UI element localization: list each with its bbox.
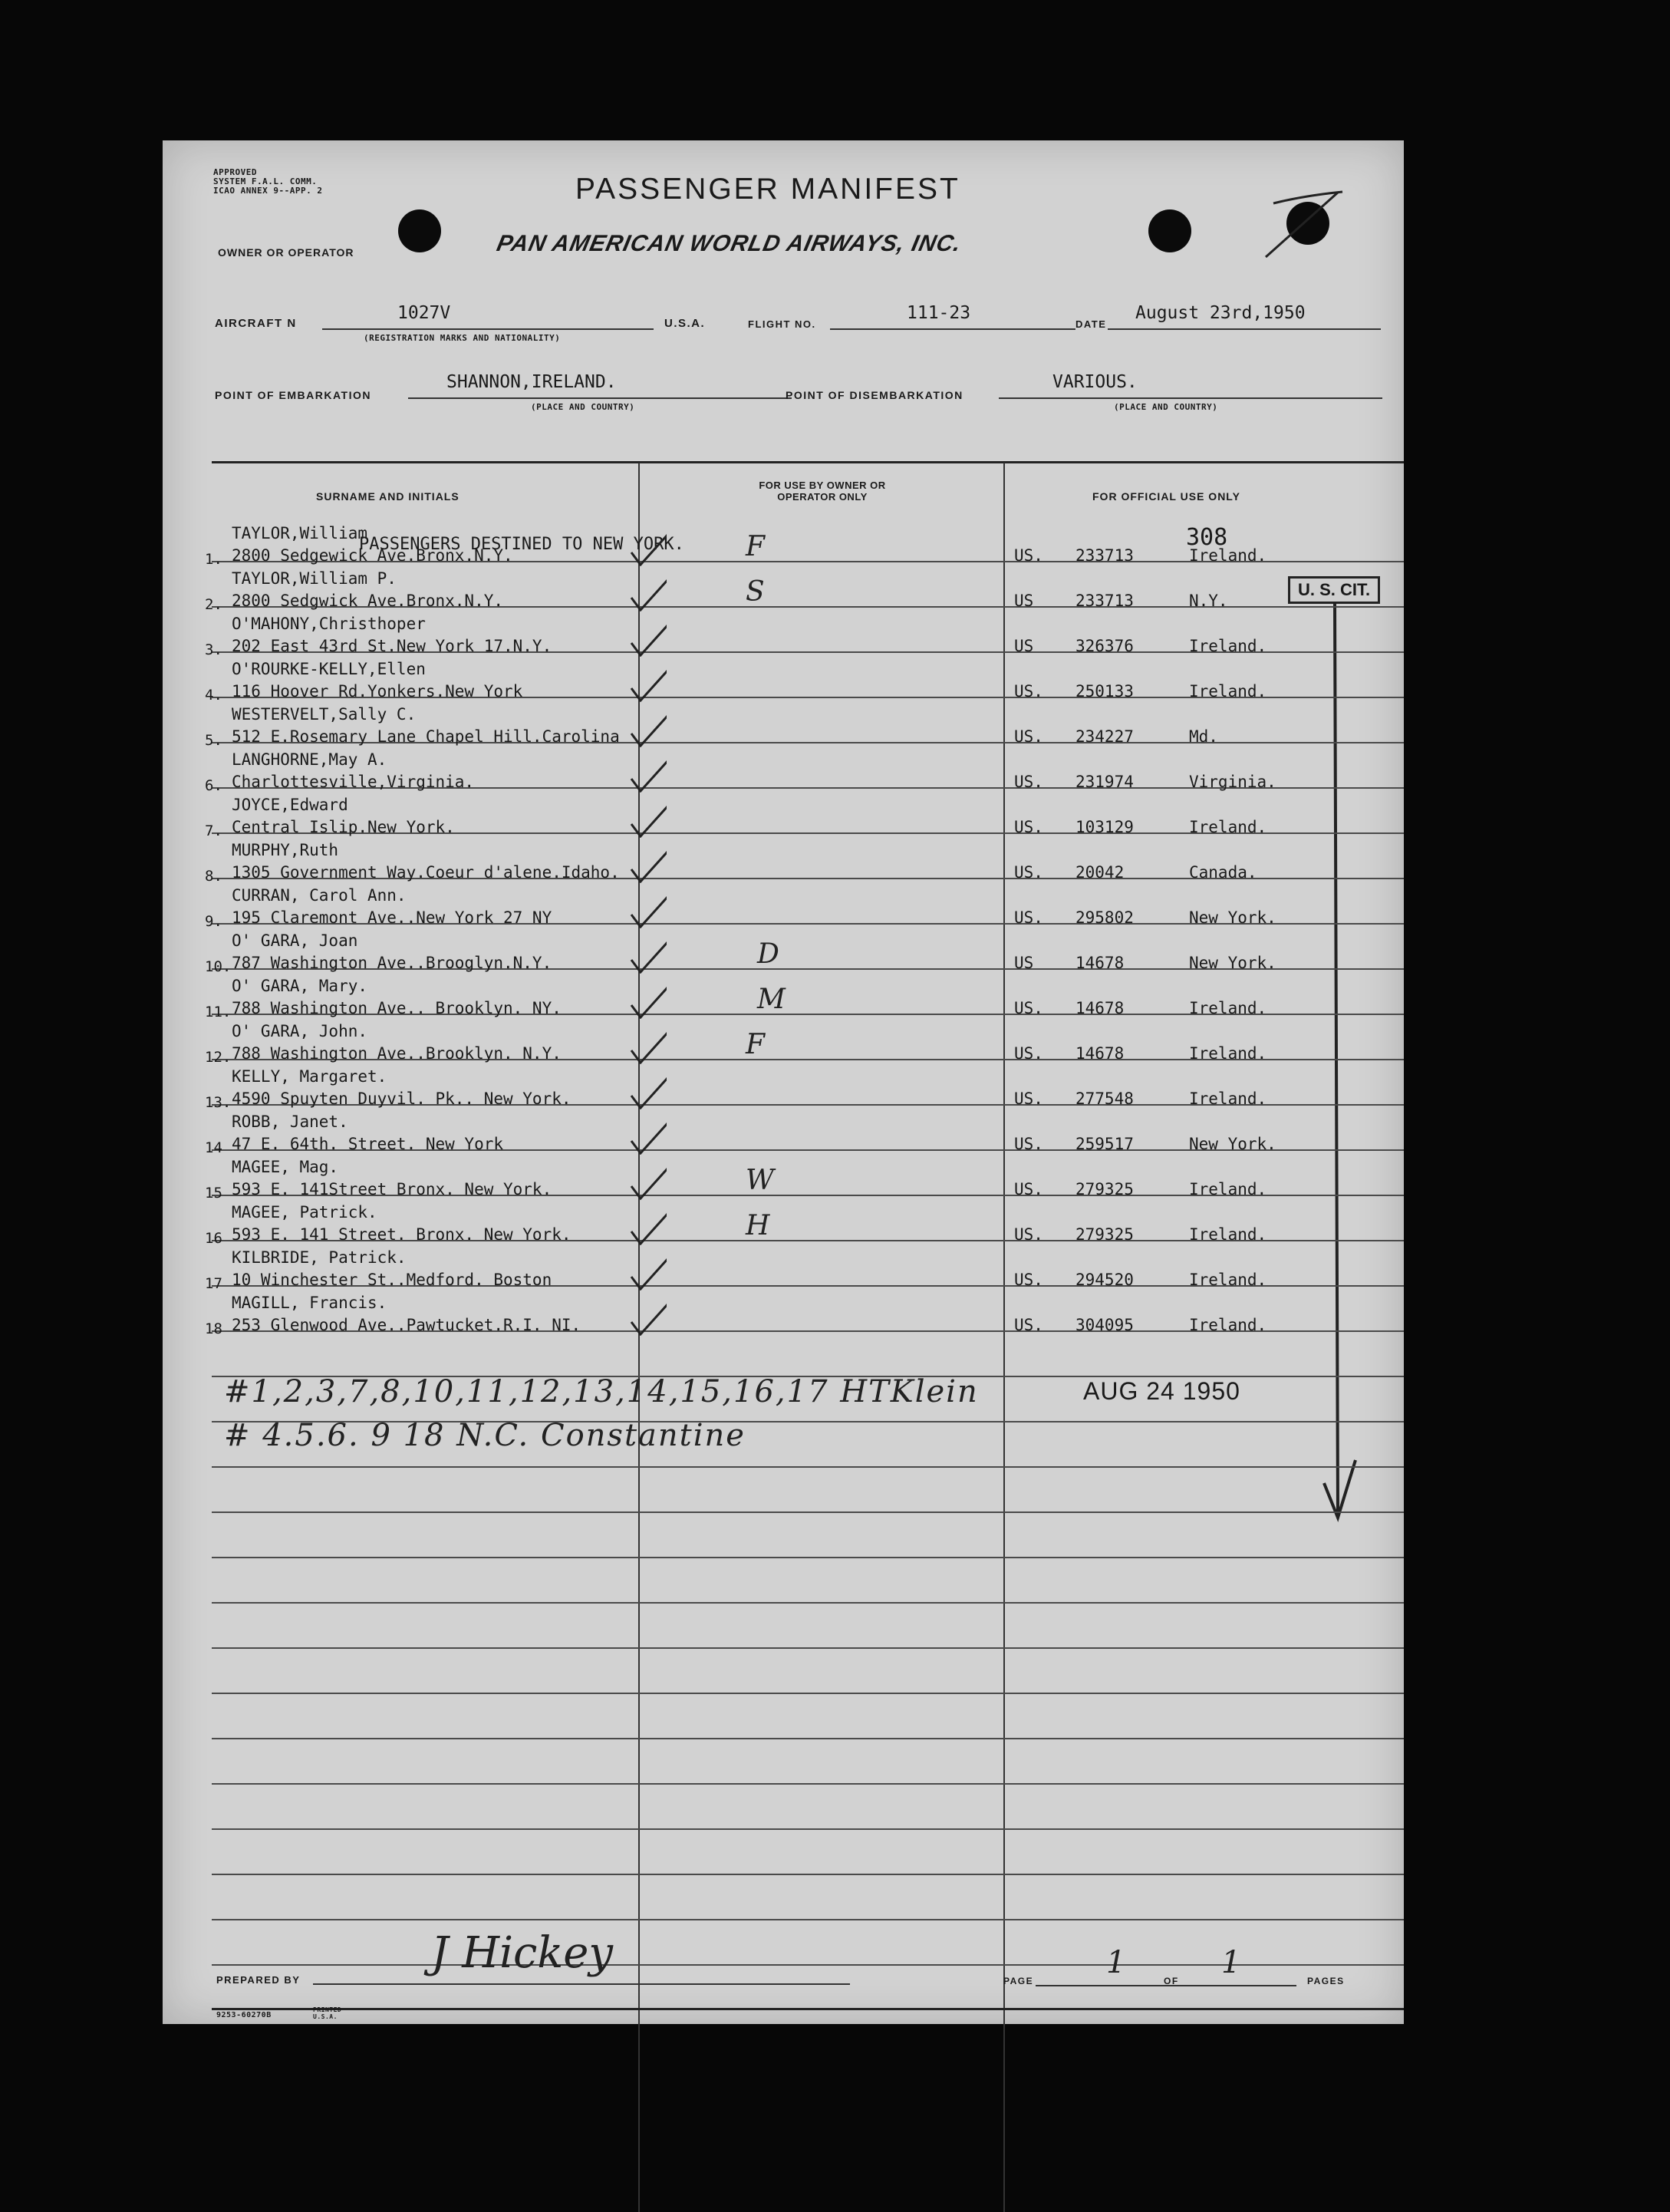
row-rule (212, 1874, 1404, 1875)
printed-label: PRINTED U.S.A. (313, 2006, 342, 2020)
approval-line: APPROVED (213, 167, 257, 177)
passenger-name: O'MAHONY,Christhoper (232, 615, 426, 633)
disembark-label: POINT OF DISEMBARKATION (786, 389, 963, 401)
passenger-name: MAGEE, Mag. (232, 1158, 339, 1176)
page-value: 1 (1106, 1945, 1126, 1980)
table-row (163, 1293, 1404, 1338)
table-row (163, 840, 1404, 885)
passport-prefix: US. (1014, 1225, 1043, 1244)
handwritten-note-1: #1,2,3,7,8,10,11,12,13,14,15,16,17 HTKlein (224, 1374, 979, 1409)
passport-number: 326376 (1075, 637, 1134, 655)
handwritten-mark: D (757, 938, 779, 970)
table-row (163, 795, 1404, 840)
passport-prefix: US. (1014, 1271, 1043, 1289)
passenger-country: Ireland. (1189, 999, 1267, 1017)
handwritten-mark: H (746, 1210, 770, 1241)
table-row (163, 704, 1404, 750)
passenger-number: 1. (205, 551, 222, 568)
passenger-name: JOYCE,Edward (232, 796, 348, 814)
passenger-address: 787 Washington Ave..Brooglyn.N.Y. (232, 954, 552, 972)
passport-number: 233713 (1075, 592, 1134, 610)
row-rule (212, 1511, 1404, 1513)
passenger-number: 10. (205, 958, 232, 975)
passenger-name: MAGEE, Patrick. (232, 1203, 377, 1221)
passport-prefix: US. (1014, 1135, 1043, 1153)
passenger-name: TAYLOR,William (232, 524, 368, 542)
passenger-address: 1305 Government Way.Coeur d'alene.Idaho. (232, 863, 620, 882)
handwritten-mark: F (746, 531, 765, 562)
check-mark-icon (627, 620, 667, 657)
passport-number: 14678 (1075, 1044, 1125, 1063)
check-mark-icon (627, 665, 667, 702)
passport-number: 233713 (1075, 546, 1134, 565)
handwritten-mark: M (757, 984, 786, 1015)
passenger-country: Ireland. (1189, 546, 1267, 565)
passenger-address: 4590 Spuyten Duyvil. Pk.. New York. (232, 1090, 571, 1108)
passenger-address: 195 Claremont Ave..New York 27 NY (232, 908, 552, 927)
passenger-address: Charlottesville,Virginia. (232, 773, 475, 791)
passport-number: 14678 (1075, 999, 1125, 1017)
passport-number: 259517 (1075, 1135, 1134, 1153)
date-label: DATE (1075, 318, 1107, 330)
prepared-signature: J Hickey (431, 1928, 614, 1978)
passport-number: 250133 (1075, 682, 1134, 701)
handwritten-mark: S (746, 576, 765, 608)
passenger-country: New York. (1189, 1135, 1276, 1153)
passenger-number: 12. (205, 1049, 232, 1066)
passport-prefix: US. (1014, 1316, 1043, 1334)
passport-prefix: US. (1014, 863, 1043, 882)
check-mark-icon (627, 1208, 667, 1245)
check-mark-icon (627, 846, 667, 883)
passport-number: 231974 (1075, 773, 1134, 791)
pages-value: 1 (1221, 1945, 1241, 1980)
passport-prefix: US. (1014, 546, 1043, 565)
passenger-number: 7. (205, 822, 222, 839)
handwritten-mark: F (746, 1029, 765, 1060)
passenger-number: 15 (205, 1185, 222, 1202)
flight-value: 111-23 (907, 303, 971, 323)
passenger-name: ROBB, Janet. (232, 1113, 348, 1131)
passenger-address: 116 Hoover Rd.Yonkers.New York (232, 682, 523, 701)
check-mark-icon (627, 982, 667, 1019)
page-label: PAGE (1003, 1976, 1034, 1986)
handwritten-note-2: # 4.5.6. 9 18 N.C. Constantine (224, 1418, 746, 1453)
passport-prefix: US. (1014, 773, 1043, 791)
passenger-number: 3. (205, 641, 222, 658)
check-mark-icon (627, 1299, 667, 1336)
passenger-address: 10 Winchester St..Medford. Boston (232, 1271, 552, 1289)
passenger-address: 512 E.Rosemary Lane Chapel Hill.Carolina (232, 727, 620, 746)
passenger-name: KILBRIDE, Patrick. (232, 1248, 407, 1267)
passenger-country: New York. (1189, 954, 1276, 972)
passenger-number: 6. (205, 777, 222, 794)
page-title: PASSENGER MANIFEST (575, 173, 960, 206)
form-number: 9253-60270B (216, 2011, 272, 2019)
passport-number: 304095 (1075, 1316, 1134, 1334)
passport-number: 14678 (1075, 954, 1125, 972)
check-mark-icon (627, 756, 667, 793)
table-row (163, 885, 1404, 931)
passenger-address: 2800 Sedgwick Ave.Bronx.N.Y. (232, 592, 504, 610)
passenger-country: Ireland. (1189, 1090, 1267, 1108)
table-row (163, 750, 1404, 795)
row-rule (212, 1693, 1404, 1694)
passenger-name: LANGHORNE,May A. (232, 750, 387, 769)
passenger-country: Ireland. (1189, 818, 1267, 836)
passenger-country: Ireland. (1189, 637, 1267, 655)
passenger-country: New York. (1189, 908, 1276, 927)
passenger-number: 18 (205, 1320, 222, 1337)
aircraft-value: 1027V (397, 303, 451, 323)
row-rule (212, 1919, 1404, 1920)
passenger-address: 202 East 43rd St.New York 17.N.Y. (232, 637, 552, 655)
manifest-sheet (163, 140, 1404, 2024)
passenger-number: 9. (205, 913, 222, 930)
passenger-name: O'ROURKE-KELLY,Ellen (232, 660, 426, 678)
approval-line: SYSTEM F.A.L. COMM. (213, 176, 318, 186)
passenger-country: Canada. (1189, 863, 1257, 882)
passenger-number: 11. (205, 1004, 232, 1020)
check-mark-icon (627, 1118, 667, 1155)
date-stamp: AUG 24 1950 (1083, 1377, 1240, 1405)
embark-sublabel: (PLACE AND COUNTRY) (531, 402, 635, 412)
check-mark-icon (627, 1163, 667, 1200)
embark-value: SHANNON,IRELAND. (446, 372, 617, 392)
flight-label: FLIGHT NO. (748, 318, 816, 330)
row-rule (212, 1738, 1404, 1739)
passenger-number: 4. (205, 687, 222, 704)
pages-label: PAGES (1307, 1976, 1345, 1986)
passport-number: 103129 (1075, 818, 1134, 836)
column-owner-use: FOR USE BY OWNER OR OPERATOR ONLY (759, 480, 886, 503)
passenger-country: Ireland. (1189, 1225, 1267, 1244)
page-underline (1036, 1985, 1296, 1986)
usa-label: U.S.A. (664, 317, 706, 330)
passenger-number: 5. (205, 732, 222, 749)
passenger-number: 17 (205, 1275, 222, 1292)
table-row (163, 569, 1404, 614)
approval-line: ICAO ANNEX 9--APP. 2 (213, 186, 323, 196)
passenger-name: O' GARA, John. (232, 1022, 368, 1040)
row-rule (212, 1828, 1404, 1830)
passenger-name: O' GARA, Mary. (232, 977, 368, 995)
passenger-address: 253 Glenwood Ave..Pawtucket.R.I. NI. (232, 1316, 581, 1334)
row-rule (212, 1647, 1404, 1649)
check-mark-icon (627, 529, 667, 566)
footer-rule (212, 2008, 1404, 2010)
passenger-address: 2800 Sedgewick Ave.Bronx.N.Y. (232, 546, 513, 565)
passenger-address: Central Islip.New York. (232, 818, 455, 836)
official-number: 308 (1186, 524, 1228, 551)
row-rule (212, 1466, 1404, 1468)
row-rule (212, 1783, 1404, 1785)
embark-label: POINT OF EMBARKATION (215, 389, 371, 401)
check-mark-icon (627, 801, 667, 838)
passport-prefix: US (1014, 592, 1034, 610)
aircraft-sublabel: (REGISTRATION MARKS AND NATIONALITY) (364, 333, 561, 343)
passenger-country: Virginia. (1189, 773, 1276, 791)
date-value: August 23rd,1950 (1135, 303, 1306, 323)
passport-prefix: US. (1014, 818, 1043, 836)
passport-number: 20042 (1075, 863, 1125, 882)
passenger-country: Ireland. (1189, 1271, 1267, 1289)
passenger-country: N.Y. (1189, 592, 1228, 610)
table-row (163, 976, 1404, 1021)
passenger-name: O' GARA, Joan (232, 931, 358, 950)
passenger-name: WESTERVELT,Sally C. (232, 705, 417, 724)
passenger-address: 47 E. 64th. Street. New York (232, 1135, 504, 1153)
passenger-name: MURPHY,Ruth (232, 841, 339, 859)
check-mark-icon (627, 1073, 667, 1109)
passenger-address: 593 E. 141Street Bronx. New York. (232, 1180, 552, 1198)
passport-prefix: US. (1014, 1090, 1043, 1108)
passenger-number: 13. (205, 1094, 232, 1111)
check-mark-icon (627, 575, 667, 612)
check-mark-icon (627, 1254, 667, 1291)
passenger-name: MAGILL, Francis. (232, 1294, 387, 1312)
prepared-label: PREPARED BY (216, 1974, 301, 1986)
passenger-country: Ireland. (1189, 1316, 1267, 1334)
passenger-number: 14 (205, 1139, 222, 1156)
check-mark-icon (627, 892, 667, 928)
passenger-country: Ireland. (1189, 1044, 1267, 1063)
passenger-address: 788 Washington Ave.. Brooklyn. NY. (232, 999, 562, 1017)
passenger-list (163, 140, 1404, 2024)
passenger-country: Ireland. (1189, 682, 1267, 701)
prepared-underline (313, 1983, 850, 1985)
column-surname: SURNAME AND INITIALS (316, 490, 459, 503)
aircraft-label: AIRCRAFT N (215, 317, 297, 330)
us-citizen-stamp: U. S. CIT. (1288, 576, 1380, 604)
passport-number: 234227 (1075, 727, 1134, 746)
row-rule (212, 1602, 1404, 1604)
disembark-sublabel: (PLACE AND COUNTRY) (1114, 402, 1218, 412)
check-mark-icon (627, 937, 667, 974)
passport-number: 279325 (1075, 1180, 1134, 1198)
passport-number: 277548 (1075, 1090, 1134, 1108)
section-heading: PASSENGERS DESTINED TO NEW YORK. (359, 535, 684, 554)
owner-label: OWNER OR OPERATOR (218, 246, 354, 259)
passport-prefix: US. (1014, 1180, 1043, 1198)
passenger-number: 2. (205, 596, 222, 613)
passport-prefix: US (1014, 637, 1034, 655)
check-mark-icon (627, 710, 667, 747)
passenger-name: TAYLOR,William P. (232, 569, 397, 588)
passenger-address: 788 Washington Ave..Brooklyn. N.Y. (232, 1044, 562, 1063)
operator-name: PAN AMERICAN WORLD AIRWAYS, INC. (494, 231, 964, 256)
table-row (163, 1066, 1404, 1112)
passenger-number: 16 (205, 1230, 222, 1247)
passport-prefix: US (1014, 954, 1034, 972)
table-row (163, 1021, 1404, 1066)
passenger-address: 593 E. 141 Street. Bronx. New York. (232, 1225, 571, 1244)
table-row (163, 1202, 1404, 1248)
check-mark-icon (627, 1027, 667, 1064)
passenger-number: 8. (205, 868, 222, 885)
passenger-country: Ireland. (1189, 1180, 1267, 1198)
passport-prefix: US. (1014, 999, 1043, 1017)
passenger-name: CURRAN, Carol Ann. (232, 886, 407, 905)
column-official-use: FOR OFFICIAL USE ONLY (1092, 490, 1240, 503)
passport-prefix: US. (1014, 682, 1043, 701)
passport-prefix: US. (1014, 727, 1043, 746)
table-row (163, 1157, 1404, 1202)
passport-number: 279325 (1075, 1225, 1134, 1244)
table-row (163, 614, 1404, 659)
handwritten-mark: W (746, 1165, 775, 1196)
of-label: OF (1164, 1976, 1179, 1986)
passport-number: 294520 (1075, 1271, 1134, 1289)
passport-number: 295802 (1075, 908, 1134, 927)
table-row (163, 931, 1404, 976)
table-row (163, 659, 1404, 704)
disembark-value: VARIOUS. (1052, 372, 1138, 392)
passport-prefix: US. (1014, 908, 1043, 927)
passenger-name: KELLY, Margaret. (232, 1067, 387, 1086)
row-rule (212, 1557, 1404, 1558)
table-row (163, 523, 1404, 569)
table-row (163, 1248, 1404, 1293)
table-row (163, 1112, 1404, 1157)
passenger-country: Md. (1189, 727, 1218, 746)
passport-prefix: US. (1014, 1044, 1043, 1063)
